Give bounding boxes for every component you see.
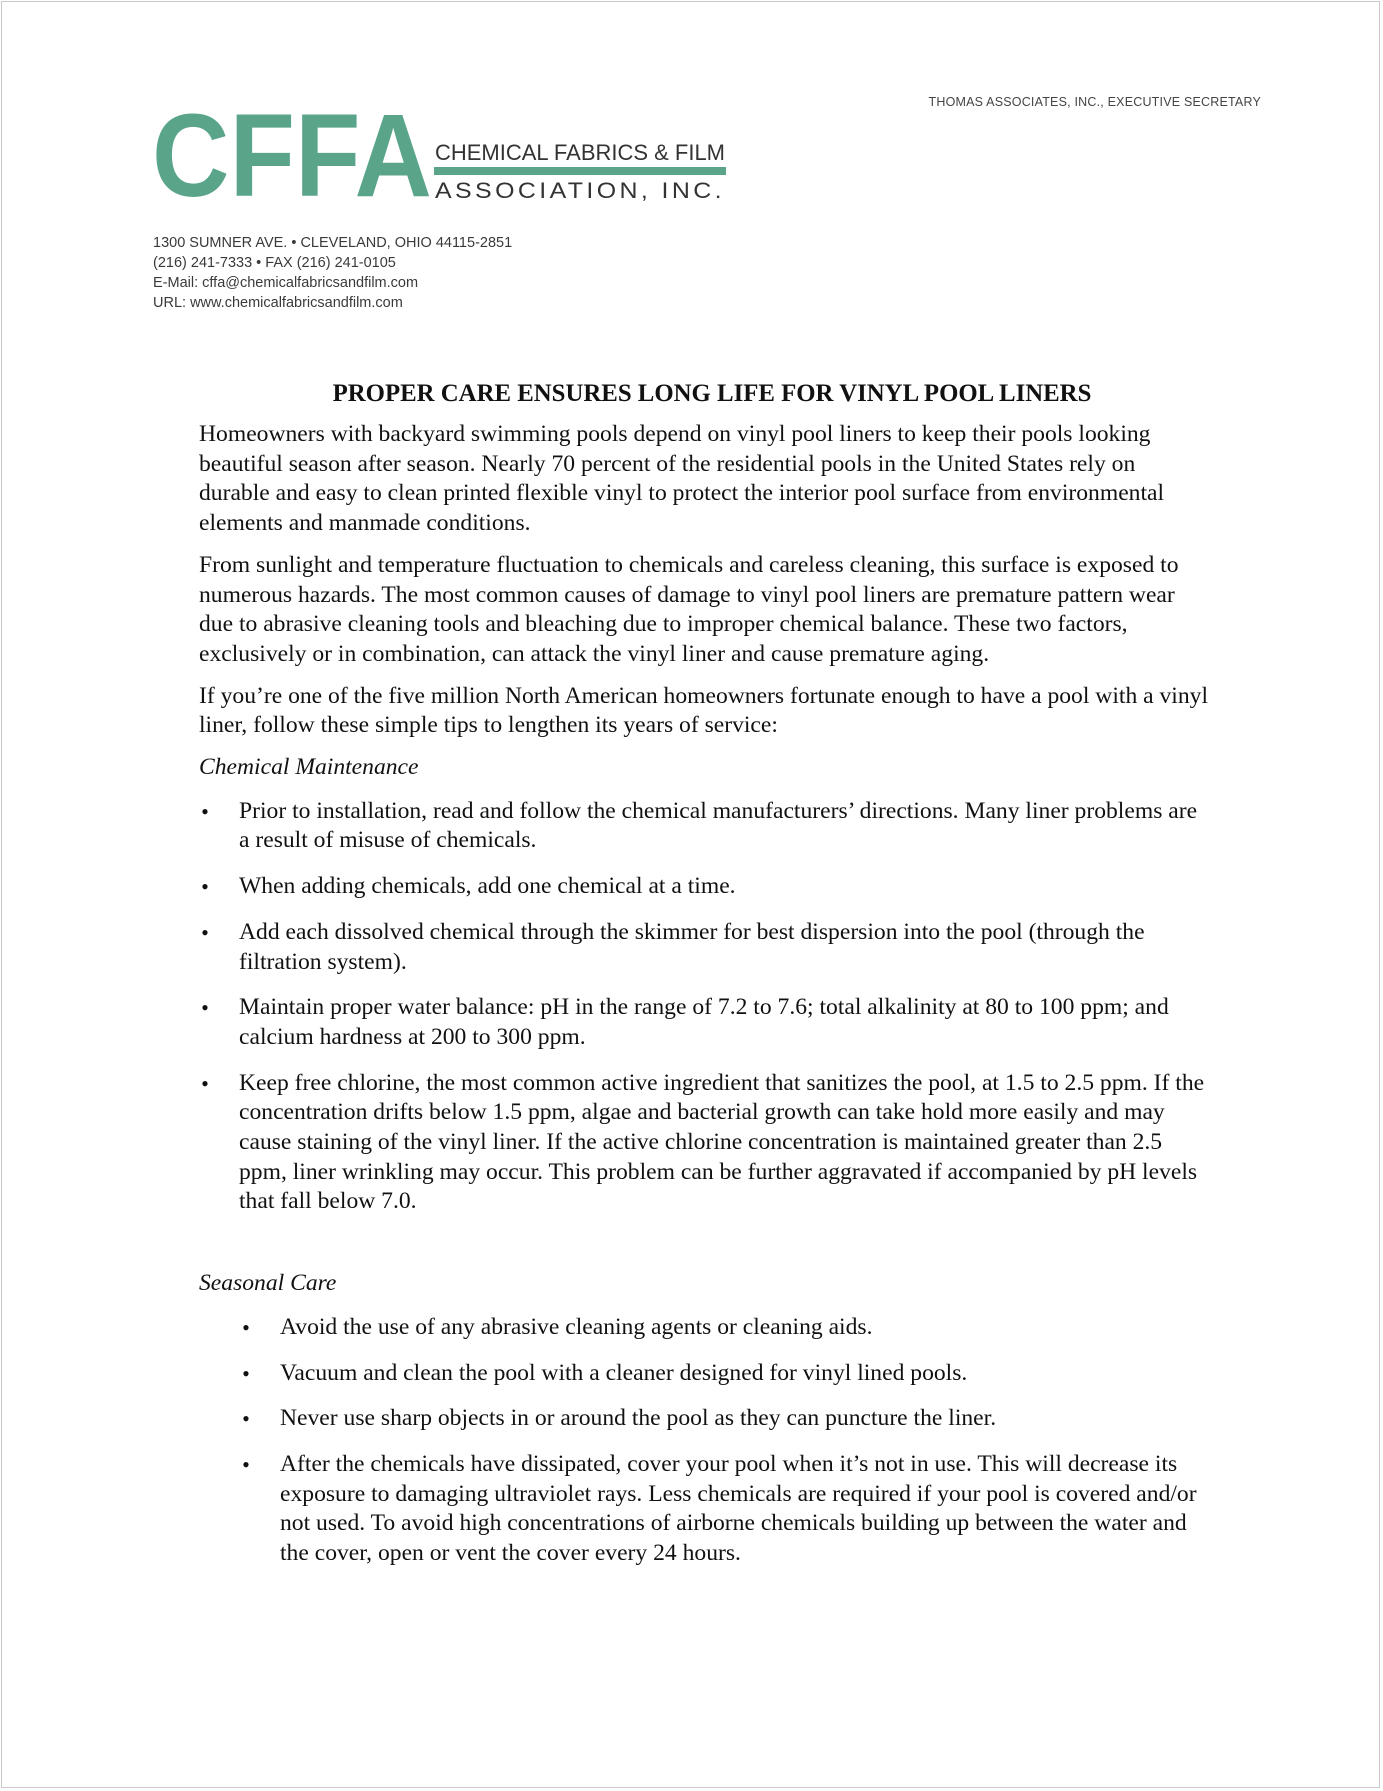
bullet-icon: • [242,1360,250,1386]
bullet-icon: • [201,874,209,900]
list-item-text: Avoid the use of any abrasive cleaning agents or cleaning aids. [280,1313,873,1340]
list-item-text: When adding chemicals, add one chemical at a time. [239,873,736,900]
list-item [199,918,1209,977]
list-item [199,1450,1209,1569]
list-item-text: Add each dissolved chemical through the skimmer for best dispersion into the pool (through the filtration system). [239,918,1145,975]
bullet-icon: • [242,1451,250,1477]
document-page [1,1,1380,1788]
executive-secretary-line: THOMAS ASSOCIATES, INC., EXECUTIVE SECRETARY [928,95,1261,109]
cffa-logo [152,98,732,208]
article-body [199,378,1209,1585]
logo-bar [434,167,726,175]
bullet-icon: • [242,1406,250,1432]
url-line: URL: www.chemicalfabricsandfilm.com [153,295,403,311]
logo-line2: ASSOCIATION, INC. [435,178,725,203]
list-item [199,1359,1209,1389]
section-heading-chemical: Chemical Maintenance [199,754,419,781]
paragraph-tips-lead: If you’re one of the five million North American homeowners fortunate enough to have a pool with a vinyl liner, follow these simple tips to lengthen its years of service: [199,682,1209,739]
list-item-text: Prior to installation, read and follow the chemical manufacturers’ directions. Many liner problems are a result of misuse of chemicals. [239,797,1198,854]
logo-line1: CHEMICAL FABRICS & FILM [435,140,725,165]
logo-acronym: CFFA [152,98,432,208]
list-item-text: Never use sharp objects in or around the pool as they can puncture the liner. [280,1405,997,1432]
chemical-maintenance-list [199,797,1209,1217]
list-item [199,1069,1209,1218]
article-title: PROPER CARE ENSURES LONG LIFE FOR VINYL POOL LINERS [332,380,1092,407]
bullet-icon: • [201,798,209,824]
list-item-text: Vacuum and clean the pool with a cleaner designed for vinyl lined pools. [280,1359,968,1386]
list-item [199,797,1209,856]
list-item-text: After the chemicals have dissipated, cover your pool when it’s not in use. This will decrease its exposure to damaging ultraviolet rays. Less chemicals are required if your pool is covered and/or not used. To avoid high concentrations of airborne chemicals building up between the water and the cover, open or vent the cover every 24 hours. [280,1450,1197,1567]
contact-address [153,233,512,313]
section-heading-seasonal: Seasonal Care [199,1270,337,1297]
list-item [199,872,1209,902]
email-line: E-Mail: cffa@chemicalfabricsandfilm.com [153,275,419,291]
bullet-icon: • [242,1314,250,1340]
bullet-icon: • [201,919,209,945]
list-item-text: Keep free chlorine, the most common active ingredient that sanitizes the pool, at 1.5 to 2.5 ppm. If the concentration drifts below 1.5 ppm, algae and bacterial growth can take hold more easily and may cause staining of the vinyl liner. If the active chlorine concentration is maintained greater than 2.5 ppm, liner wrinkling may occur. This problem can be further aggravated if accompanied by pH levels that fall below 7.0. [239,1069,1205,1215]
address-line: 1300 SUMNER AVE. • CLEVELAND, OHIO 44115-2851 [153,235,513,251]
list-item [199,1313,1209,1343]
list-item-text: Maintain proper water balance: pH in the range of 7.2 to 7.6; total alkalinity at 80 to 100 ppm; and calcium hardness at 200 to 300 ppm. [239,994,1169,1050]
bullet-icon: • [201,995,209,1021]
list-item [199,993,1209,1052]
paragraph-intro: Homeowners with backyard swimming pools depend on vinyl pool liners to keep their pools looking beautiful season after season. Nearly 70 percent of the residential pools in the United States rely on durable and easy to clean printed flexible vinyl to protect the interior pool surface from environmental elements and manmade conditions. [199,421,1165,537]
list-item [199,1404,1209,1434]
section-spacer [199,1233,1209,1269]
paragraph-hazards: From sunlight and temperature fluctuation to chemicals and careless cleaning, this surface is exposed to numerous hazards. The most common causes of damage to vinyl pool liners are premature pattern wear due to abrasive cleaning tools and bleaching due to improper chemical balance. These two factors, exclusively or in combination, can attack the vinyl liner and cause premature aging. [199,551,1179,667]
seasonal-care-list [199,1313,1209,1569]
phone-line: (216) 241-7333 • FAX (216) 241-0105 [153,255,396,271]
bullet-icon: • [201,1070,209,1096]
